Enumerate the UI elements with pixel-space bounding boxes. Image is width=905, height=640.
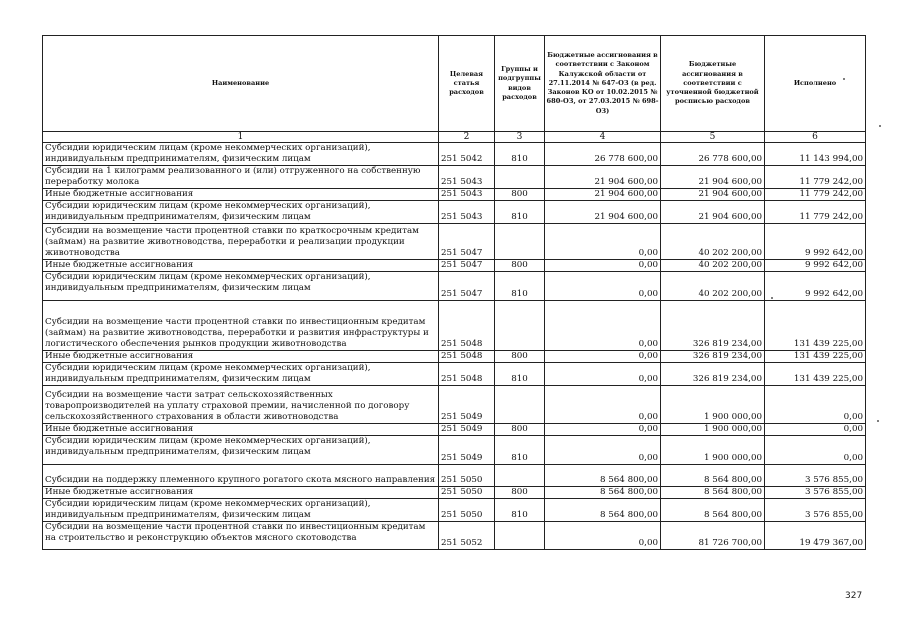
row-law-amount: 21 904 600,00 — [545, 189, 661, 201]
row-revised-amount: 1 900 000,00 — [661, 424, 765, 436]
table-row — [43, 301, 866, 351]
column-number: 5 — [661, 132, 765, 143]
row-group: 800 — [495, 424, 545, 436]
row-name: Субсидии на возмещение части процентной ставки по инвестиционным кредитам (займам) на развитие животноводства, переработки и развития инфраструктуры и логистического обеспечения рынков продукции животноводства — [43, 301, 439, 351]
row-executed-amount: 3 576 855,00 — [765, 499, 866, 522]
row-name: Субсидии юридическим лицам (кроме некоммерческих организаций), индивидуальным предпринимателям, физическим лицам — [43, 201, 439, 224]
row-executed-amount: 0,00 — [765, 424, 866, 436]
row-group: 800 — [495, 189, 545, 201]
row-target-code: 251 5049 — [439, 386, 495, 424]
row-target-code: 251 5047 — [439, 260, 495, 272]
row-law-amount: 0,00 — [545, 363, 661, 386]
table-row — [43, 487, 866, 499]
row-revised-amount: 40 202 200,00 — [661, 260, 765, 272]
row-name: Субсидии на поддержку племенного крупного рогатого скота мясного направления — [43, 465, 439, 487]
row-target-code: 251 5043 — [439, 166, 495, 189]
table-row — [43, 166, 866, 189]
row-law-amount: 0,00 — [545, 224, 661, 260]
header-target-article: Целевая статья расходов — [439, 36, 495, 132]
row-name: Иные бюджетные ассигнования — [43, 487, 439, 499]
row-revised-amount: 21 904 600,00 — [661, 189, 765, 201]
row-revised-amount: 40 202 200,00 — [661, 224, 765, 260]
row-name: Иные бюджетные ассигнования — [43, 260, 439, 272]
row-executed-amount: 11 779 242,00 — [765, 166, 866, 189]
row-law-amount: 0,00 — [545, 436, 661, 465]
row-name: Субсидии юридическим лицам (кроме некоммерческих организаций), индивидуальным предпринимателям, физическим лицам — [43, 143, 439, 166]
table-row — [43, 201, 866, 224]
row-revised-amount: 1 900 000,00 — [661, 386, 765, 424]
row-revised-amount: 26 778 600,00 — [661, 143, 765, 166]
header-name: Наименование — [43, 36, 439, 132]
row-group: 810 — [495, 499, 545, 522]
row-executed-amount: 19 479 367,00 — [765, 522, 866, 550]
row-law-amount: 8 564 800,00 — [545, 487, 661, 499]
scan-speck — [843, 78, 845, 80]
row-group: 810 — [495, 436, 545, 465]
table-row — [43, 386, 866, 424]
row-executed-amount: 9 992 642,00 — [765, 224, 866, 260]
row-law-amount: 0,00 — [545, 386, 661, 424]
row-revised-amount: 8 564 800,00 — [661, 487, 765, 499]
row-executed-amount: 131 439 225,00 — [765, 301, 866, 351]
column-number-row — [43, 132, 866, 143]
row-name: Иные бюджетные ассигнования — [43, 424, 439, 436]
row-law-amount: 8 564 800,00 — [545, 465, 661, 487]
row-executed-amount: 3 576 855,00 — [765, 487, 866, 499]
row-revised-amount: 21 904 600,00 — [661, 201, 765, 224]
row-executed-amount: 11 143 994,00 — [765, 143, 866, 166]
row-name: Субсидии юридическим лицам (кроме некоммерческих организаций), индивидуальным предпринимателям, физическим лицам — [43, 272, 439, 301]
row-executed-amount: 11 779 242,00 — [765, 189, 866, 201]
row-name: Субсидии юридическим лицам (кроме некоммерческих организаций), индивидуальным предпринимателям, физическим лицам — [43, 499, 439, 522]
budget-table — [42, 35, 866, 550]
row-target-code: 251 5049 — [439, 436, 495, 465]
row-law-amount: 26 778 600,00 — [545, 143, 661, 166]
row-group: 810 — [495, 363, 545, 386]
row-name: Иные бюджетные ассигнования — [43, 189, 439, 201]
header-law-appropriations: Бюджетные ассигнования в соответствии с Законом Калужской области от 27.11.2014 № 647-ОЗ (в ред. Законов КО от 10.02.2015 № 680-ОЗ, от 27.03.2015 № 698-ОЗ) — [545, 36, 661, 132]
row-group: 810 — [495, 143, 545, 166]
row-group — [495, 224, 545, 260]
row-group: 810 — [495, 201, 545, 224]
table-row — [43, 424, 866, 436]
row-target-code: 251 5043 — [439, 189, 495, 201]
row-executed-amount: 131 439 225,00 — [765, 363, 866, 386]
header-expense-groups: Группы и подгруппы видов расходов — [495, 36, 545, 132]
row-group — [495, 465, 545, 487]
table-row — [43, 522, 866, 550]
row-group — [495, 522, 545, 550]
row-revised-amount: 81 726 700,00 — [661, 522, 765, 550]
row-revised-amount: 40 202 200,00 — [661, 272, 765, 301]
table-row — [43, 499, 866, 522]
row-target-code: 251 5050 — [439, 499, 495, 522]
row-target-code: 251 5049 — [439, 424, 495, 436]
row-law-amount: 21 904 600,00 — [545, 201, 661, 224]
row-name: Субсидии на возмещение части процентной ставки по инвестиционным кредитам на строительство и реконструкцию объектов мясного скотоводства — [43, 522, 439, 550]
row-target-code: 251 5047 — [439, 272, 495, 301]
scan-speck — [771, 297, 773, 299]
column-number: 6 — [765, 132, 866, 143]
header-executed: Исполнено — [765, 36, 866, 132]
row-target-code: 251 5048 — [439, 351, 495, 363]
row-executed-amount: 9 992 642,00 — [765, 272, 866, 301]
column-number: 1 — [43, 132, 439, 143]
header-revised-appropriations: Бюджетные ассигнования в соответствии с уточненной бюджетной росписью расходов — [661, 36, 765, 132]
row-name: Субсидии на возмещение части затрат сельскохозяйственных товаропроизводителей на уплату страховой премии, начисленной по договору сельскохозяйственного страхования в области животноводства — [43, 386, 439, 424]
row-target-code: 251 5042 — [439, 143, 495, 166]
row-law-amount: 0,00 — [545, 260, 661, 272]
row-executed-amount: 11 779 242,00 — [765, 201, 866, 224]
row-target-code: 251 5048 — [439, 301, 495, 351]
table-header-row — [43, 36, 866, 132]
row-executed-amount: 9 992 642,00 — [765, 260, 866, 272]
table-row — [43, 272, 866, 301]
row-name: Субсидии на возмещение части процентной ставки по краткосрочным кредитам (займам) на развитие животноводства, переработки и реализации продукции животноводства — [43, 224, 439, 260]
row-target-code: 251 5047 — [439, 224, 495, 260]
row-target-code: 251 5048 — [439, 363, 495, 386]
row-name: Субсидии на 1 килограмм реализованного и (или) отгруженного на собственную переработку молока — [43, 166, 439, 189]
row-revised-amount: 21 904 600,00 — [661, 166, 765, 189]
row-name: Субсидии юридическим лицам (кроме некоммерческих организаций), индивидуальным предпринимателям, физическим лицам — [43, 363, 439, 386]
table-row — [43, 224, 866, 260]
row-revised-amount: 8 564 800,00 — [661, 465, 765, 487]
column-number: 4 — [545, 132, 661, 143]
row-group — [495, 166, 545, 189]
row-law-amount: 0,00 — [545, 351, 661, 363]
row-target-code: 251 5050 — [439, 487, 495, 499]
row-group: 800 — [495, 487, 545, 499]
row-target-code: 251 5043 — [439, 201, 495, 224]
row-group — [495, 301, 545, 351]
row-revised-amount: 8 564 800,00 — [661, 499, 765, 522]
table-row — [43, 363, 866, 386]
scan-speck — [877, 420, 879, 422]
row-executed-amount: 131 439 225,00 — [765, 351, 866, 363]
row-group — [495, 386, 545, 424]
table-row — [43, 465, 866, 487]
page-number: 327 — [845, 591, 863, 601]
row-law-amount: 0,00 — [545, 301, 661, 351]
row-revised-amount: 326 819 234,00 — [661, 301, 765, 351]
row-executed-amount: 0,00 — [765, 386, 866, 424]
row-executed-amount: 0,00 — [765, 436, 866, 465]
row-law-amount: 8 564 800,00 — [545, 499, 661, 522]
row-group: 800 — [495, 260, 545, 272]
table-row — [43, 436, 866, 465]
row-name: Иные бюджетные ассигнования — [43, 351, 439, 363]
row-law-amount: 0,00 — [545, 522, 661, 550]
row-law-amount: 21 904 600,00 — [545, 166, 661, 189]
scan-speck — [879, 125, 881, 127]
row-group: 800 — [495, 351, 545, 363]
table-row — [43, 351, 866, 363]
row-target-code: 251 5050 — [439, 465, 495, 487]
row-law-amount: 0,00 — [545, 424, 661, 436]
column-number: 2 — [439, 132, 495, 143]
row-executed-amount: 3 576 855,00 — [765, 465, 866, 487]
table-row — [43, 143, 866, 166]
row-revised-amount: 326 819 234,00 — [661, 351, 765, 363]
table-row — [43, 260, 866, 272]
table-row — [43, 189, 866, 201]
row-name: Субсидии юридическим лицам (кроме некоммерческих организаций), индивидуальным предпринимателям, физическим лицам — [43, 436, 439, 465]
row-target-code: 251 5052 — [439, 522, 495, 550]
row-law-amount: 0,00 — [545, 272, 661, 301]
row-revised-amount: 1 900 000,00 — [661, 436, 765, 465]
column-number: 3 — [495, 132, 545, 143]
row-revised-amount: 326 819 234,00 — [661, 363, 765, 386]
row-group: 810 — [495, 272, 545, 301]
